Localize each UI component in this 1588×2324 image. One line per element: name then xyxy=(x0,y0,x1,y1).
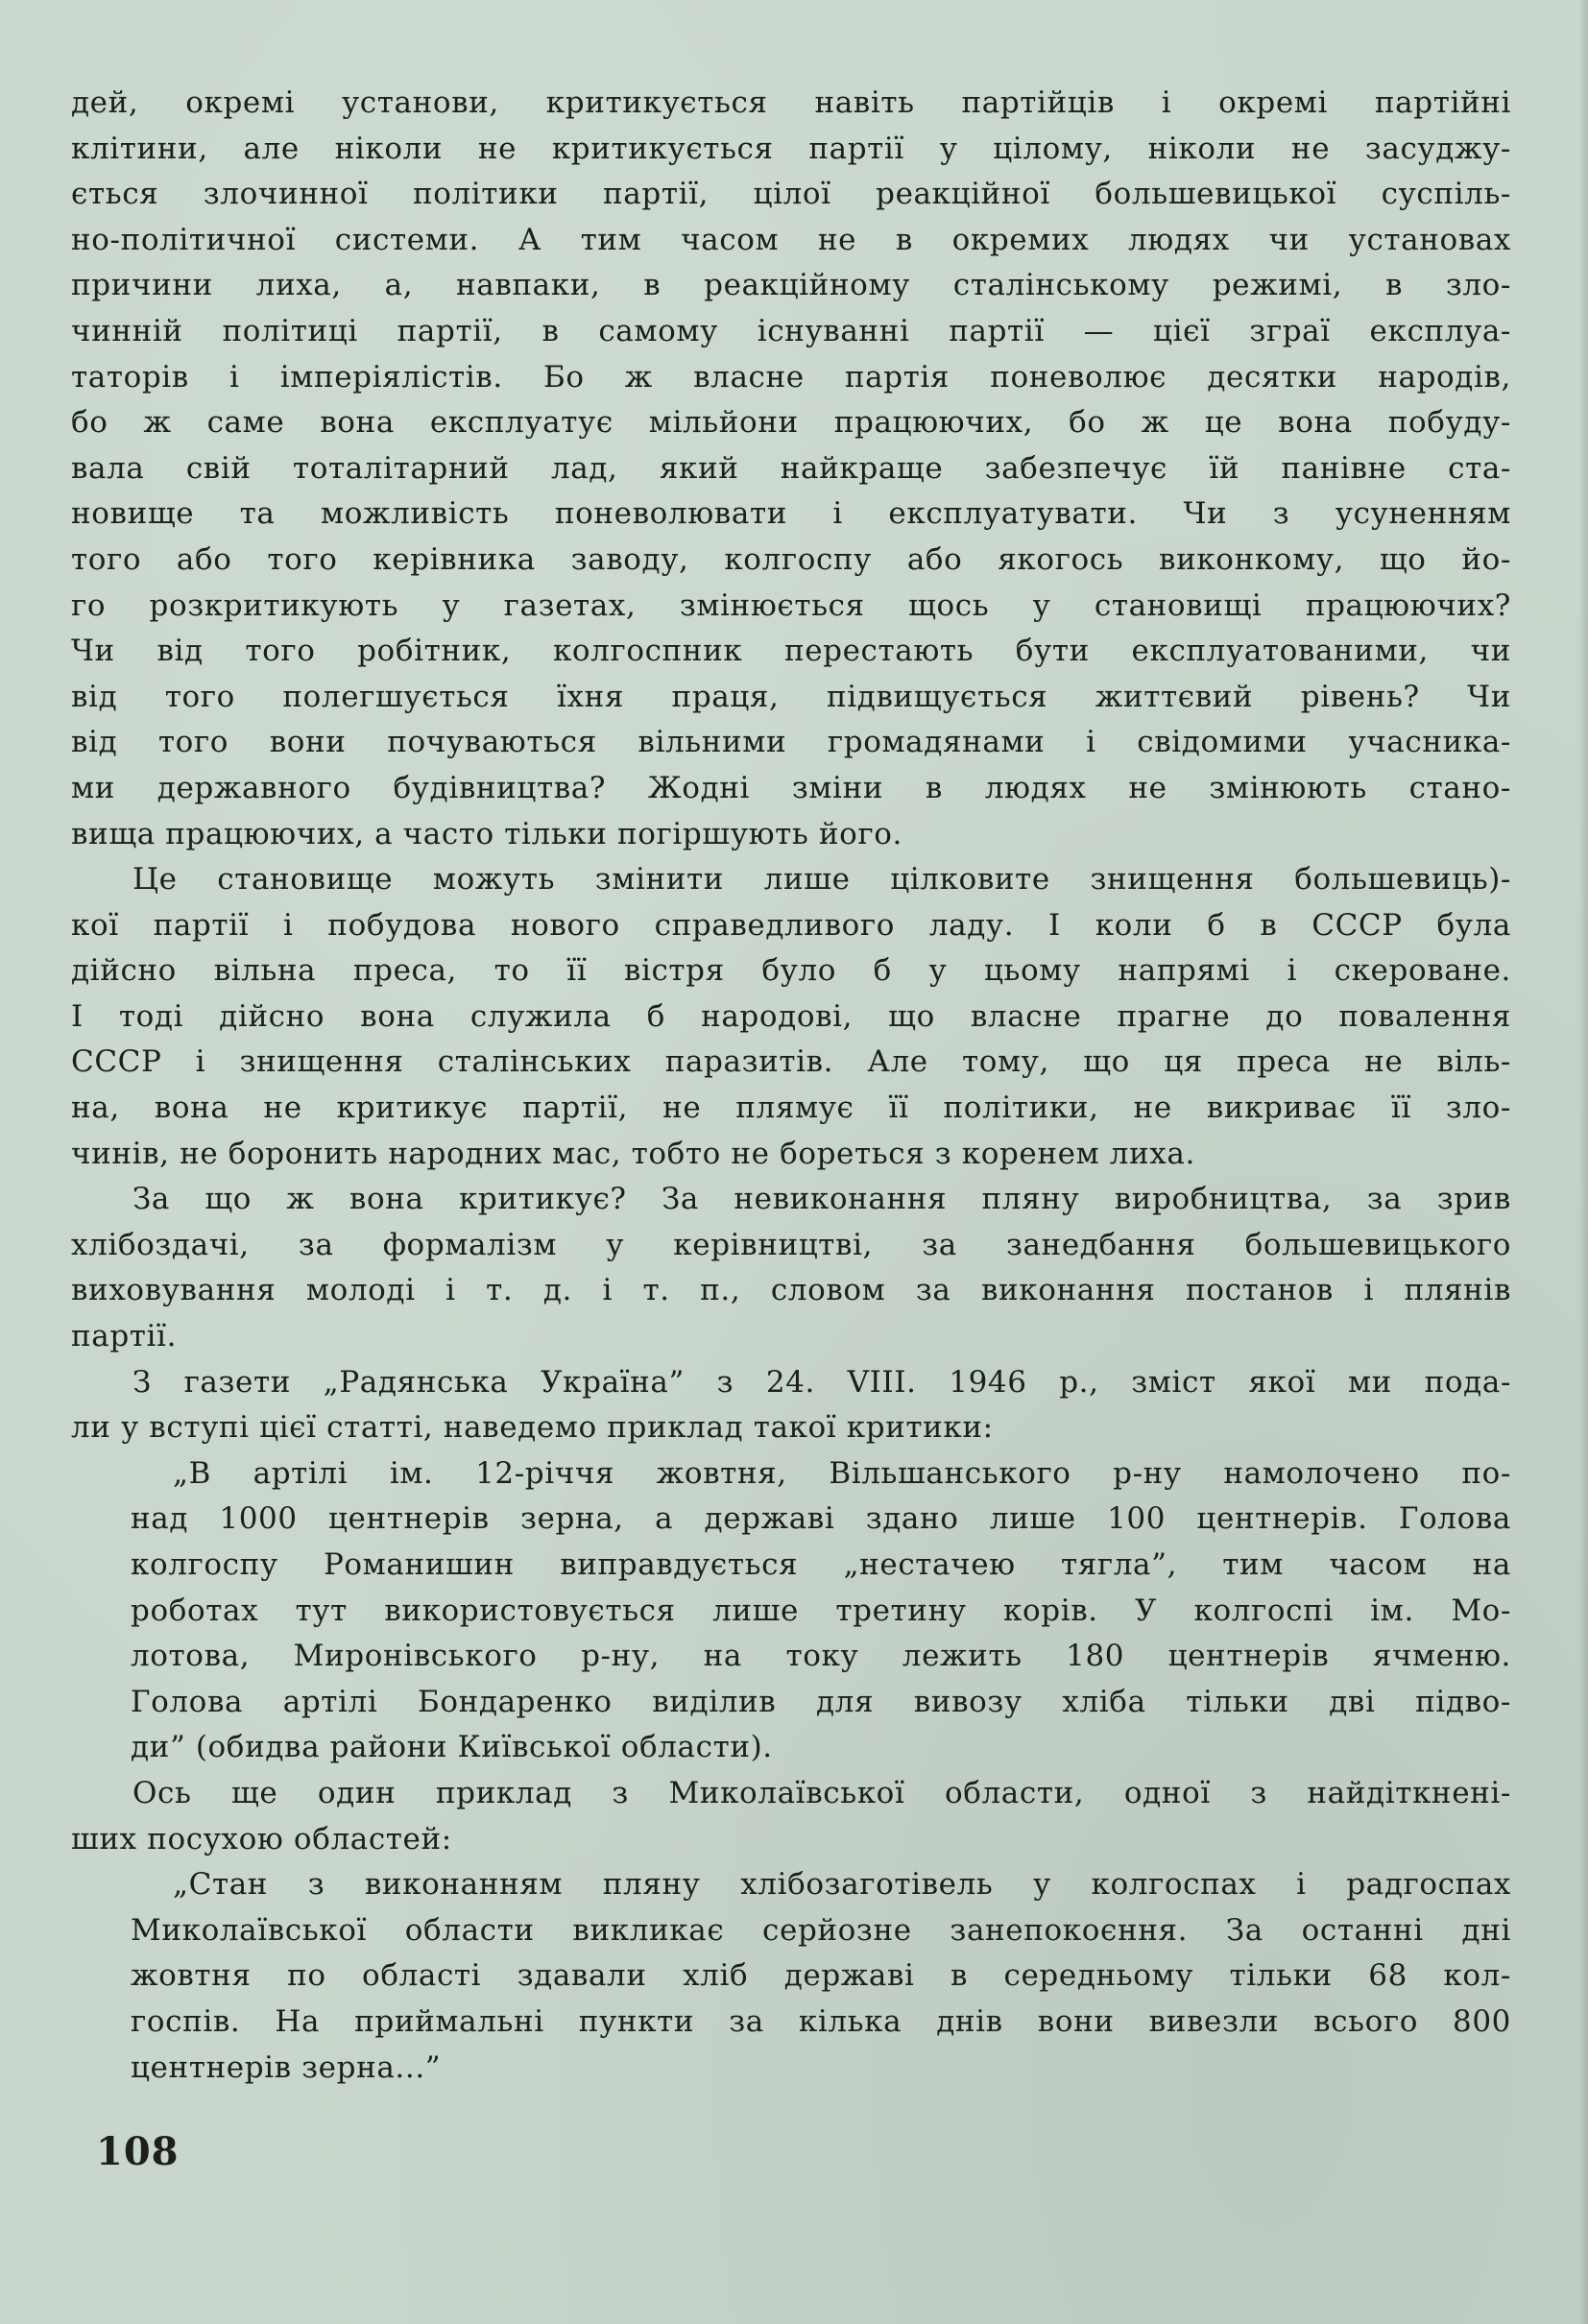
quote-line: госпів. На приймальні пункти за кілька днів вони вивезли всього 800 xyxy=(131,2003,1511,2039)
quote-line: роботах тут використовується лише третину корів. У колгоспі ім. Мо- xyxy=(131,1593,1511,1628)
quote-first-line: „В артілі ім. 12-річчя жовтня, Вільшанського р-ну намолочено по- xyxy=(173,1455,1511,1491)
paragraph-first-line: З газети „Радянська Україна” з 24. VIII. 1946 р., зміст якої ми пода- xyxy=(132,1364,1511,1400)
text-line: того або того керівника заводу, колгоспу або якогось виконкому, що йо- xyxy=(71,541,1511,577)
quote-line: Миколаївської области викликає серйозне занепокоєння. За останні дні xyxy=(131,1912,1511,1948)
text-line: чинів, не боронить народних мас, тобто не бореться з коренем лиха. xyxy=(71,1136,1195,1171)
text-line: новище та можливість поневолювати і експлуатувати. Чи з усуненням xyxy=(71,496,1511,532)
text-line: від того полегшується їхня праця, підвищується життєвий рівень? Чи xyxy=(71,679,1511,714)
text-line: Чи від того робітник, колгоспник перестають бути експлуатованими, чи xyxy=(71,634,1511,669)
paragraph-first-line: Ось ще один приклад з Миколаївської области, одної з найдіткнені- xyxy=(132,1775,1511,1810)
quote-line: Голова артілі Бондаренко виділив для вивозу хліба тільки дві підво- xyxy=(131,1684,1511,1719)
quote-line: ди” (обидва райони Київської области). xyxy=(131,1730,773,1765)
text-line: вала свій тоталітарний лад, який найкраще забезпечує їй панівне ста- xyxy=(71,450,1511,486)
text-line: ли у вступі цієї статті, наведемо приклад такої критики: xyxy=(71,1410,994,1446)
quote-first-line: „Стан з виконанням пляну хлібозаготівель у колгоспах і радгоспах xyxy=(173,1867,1511,1903)
text-line: ми державного будівництва? Жодні зміни в людях не змінюють стано- xyxy=(71,770,1511,805)
text-line: партії. xyxy=(71,1319,178,1354)
text-line: вища працюючих, а часто тільки погіршують його. xyxy=(71,816,902,851)
paragraph-first-line: Це становище можуть змінити лише цілковите знищення большевиць)- xyxy=(132,862,1511,898)
page-body-text xyxy=(71,81,1511,2091)
text-line: СССР і знищення сталінських паразитів. Але тому, що ця преса не віль- xyxy=(71,1044,1511,1080)
text-line: причини лиха, а, навпаки, в реакційному сталінському режимі, в зло- xyxy=(71,268,1511,303)
text-line: бо ж саме вона експлуатує мільйони працюючих, бо ж це вона побуду- xyxy=(71,405,1511,441)
text-line: І тоді дійсно вона служила б народові, що власне прагне до повалення xyxy=(71,998,1511,1034)
text-line: ших посухою областей: xyxy=(71,1821,452,1857)
text-line: таторів і імперіялістів. Бо ж власне партія поневолює десятки народів, xyxy=(71,359,1511,395)
page-edge-shadow xyxy=(1578,0,1588,2324)
text-line: го розкритикують у газетах, змінюється щось у становищі працюючих? xyxy=(71,587,1511,623)
page-number: 108 xyxy=(96,2129,180,2174)
text-line: но-політичної системи. А тим часом не в окремих людях чи установах xyxy=(71,222,1511,257)
text-line: виховування молоді і т. д. і т. п., словом за виконання постанов і плянів xyxy=(71,1273,1511,1308)
paragraph-first-line: За що ж вона критикує? За невиконання пляну виробництва, за зрив xyxy=(132,1182,1511,1217)
text-line: ється злочинної політики партії, цілої реакційної большевицької суспіль- xyxy=(71,177,1511,212)
text-line: від того вони почуваються вільними громадянами і свідомими учасника- xyxy=(71,725,1511,760)
quote-line: центнерів зерна...” xyxy=(131,2049,442,2085)
text-line: чинній політиці партії, в самому існуванні партії — цієї зграї експлуа- xyxy=(71,313,1511,348)
quote-line: колгоспу Романишин виправдується „нестачею тягла”, тим часом на xyxy=(131,1547,1511,1582)
text-line: на, вона не критикує партії, не плямує її політики, не викриває її зло- xyxy=(71,1090,1511,1126)
quote-line: над 1000 центнерів зерна, а державі здано лише 100 центнерів. Голова xyxy=(131,1501,1511,1537)
text-line: хлібоздачі, за формалізм у керівництві, за занедбання большевицького xyxy=(71,1227,1511,1262)
text-line: кої партії і побудова нового справедливого ладу. І коли б в СССР була xyxy=(71,907,1511,943)
text-line: клітини, але ніколи не критикується партії у цілому, ніколи не засуджу- xyxy=(71,131,1511,166)
quote-line: жовтня по області здавали хліб державі в середньому тільки 68 кол- xyxy=(131,1958,1511,1994)
text-line: дійсно вільна преса, то її вістря було б у цьому напрямі і скероване. xyxy=(71,953,1511,989)
text-line: дей, окремі установи, критикується навіть партійців і окремі партійні xyxy=(71,85,1511,120)
quote-line: лотова, Миронівського р-ну, на току лежить 180 центнерів ячменю. xyxy=(131,1639,1511,1674)
